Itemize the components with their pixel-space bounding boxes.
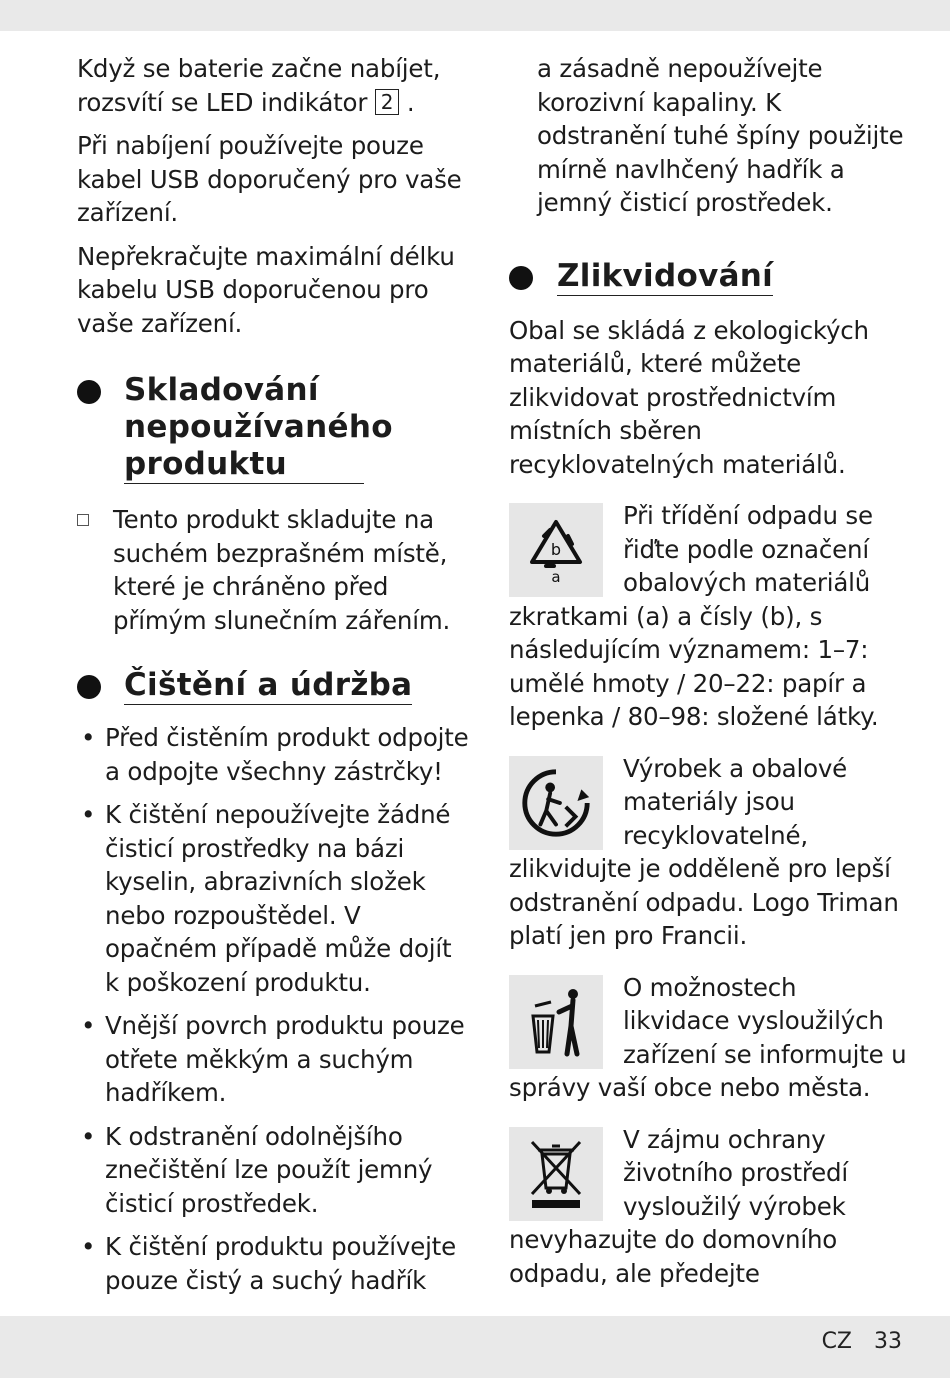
triman-text: Výrobek a obalové materiály jsou recyklovatelné, zlikvidujte je odděleně pro lepší odstranění odpadu. Logo Triman platí jen pro Francii.: [509, 753, 899, 950]
cable-length-paragraph: Nepřekračujte maximální délku kabelu USB doporučenou pro vaše zařízení.: [77, 241, 455, 338]
page-footer: [822, 1329, 902, 1354]
packaging-paragraph: Obal se skládá z ekologických materiálů, které můžete zlikvidovat prostřednictvím místních sběren recyklovatelných materiálů.: [509, 315, 869, 479]
heading-bullet-icon: [77, 675, 101, 699]
right-column: [509, 52, 909, 1308]
storage-heading: Skladování nepoužívaného produktu: [77, 372, 472, 484]
heading-bullet-icon: [509, 266, 533, 290]
list-item: • K odstranění odolnějšího znečištění lze použít jemný čisticí prostředek.: [81, 1121, 433, 1218]
bottom-band: [0, 1316, 950, 1378]
triman-icon: [509, 756, 603, 850]
recycling-text: Při třídění odpadu se řiďte podle označení obalových materiálů zkratkami (a) a čísly (b), s následujícím významem: 1–7: umělé hmoty / 20–22: papír a lepenka / 80–98: složené látky.: [509, 501, 879, 731]
triman-info-block: [509, 752, 909, 953]
recycling-symbol-icon: [509, 503, 603, 597]
person-trash-icon: [509, 975, 603, 1069]
heading-bullet-icon: [77, 380, 101, 404]
weee-info-block: [509, 1123, 909, 1291]
crossed-out-bin-icon: [509, 1127, 603, 1221]
charging-led-paragraph: Když se baterie začne nabíjet, rozsvítí se LED indikátor 2 .: [77, 54, 441, 117]
figure-reference-box: 2: [375, 89, 400, 115]
left-column: [77, 52, 472, 1307]
checkbox-square-icon: [77, 514, 89, 526]
list-item: • Vnější povrch produktu pouze otřete měkkým a suchým hadříkem.: [81, 1011, 465, 1107]
disposal-heading: Zlikvidování: [509, 258, 909, 296]
list-item: • K čištění nepoužívejte žádné čisticí prostředky na bázi kyselin, abrazivních složek nebo rozpouštědel. V opačném případě může dojít k poškození produktu.: [81, 800, 452, 997]
top-band: [0, 0, 950, 31]
page-number: 33: [874, 1329, 902, 1354]
usb-cable-paragraph: Při nabíjení používejte pouze kabel USB doporučený pro vaše zařízení.: [77, 131, 462, 227]
list-item: • Před čistěním produkt odpojte a odpojte všechny zástrčky!: [81, 723, 469, 786]
svg-text:a: a: [551, 568, 561, 586]
continued-paragraph: a zásadně nepoužívejte korozivní kapaliny. K odstranění tuhé špíny použijte mírně navlhčený hadřík a jemný čisticí prostředek.: [537, 54, 904, 217]
list-item: • K čištění produktu používejte pouze čistý a suchý hadřík: [81, 1232, 456, 1295]
cleaning-list: [77, 721, 472, 1297]
language-code: CZ: [821, 1329, 852, 1354]
disposal-text: O možnostech likvidace vysloužilých zařízení se informujte u správy vaší obce nebo města.: [509, 972, 907, 1102]
disposal-info-block: [509, 971, 909, 1105]
storage-instruction: Tento produkt skladujte na suchém bezprašném místě, které je chráněno před přímým slunečním zářením.: [77, 503, 472, 637]
recycling-info-block: [509, 499, 909, 734]
cleaning-heading: Čištění a údržba: [77, 667, 472, 705]
svg-text:b: b: [550, 540, 562, 559]
weee-text: V zájmu ochrany životního prostředí vysloužilý výrobek nevyhazujte do domovního odpadu, ale předejte: [509, 1124, 849, 1288]
